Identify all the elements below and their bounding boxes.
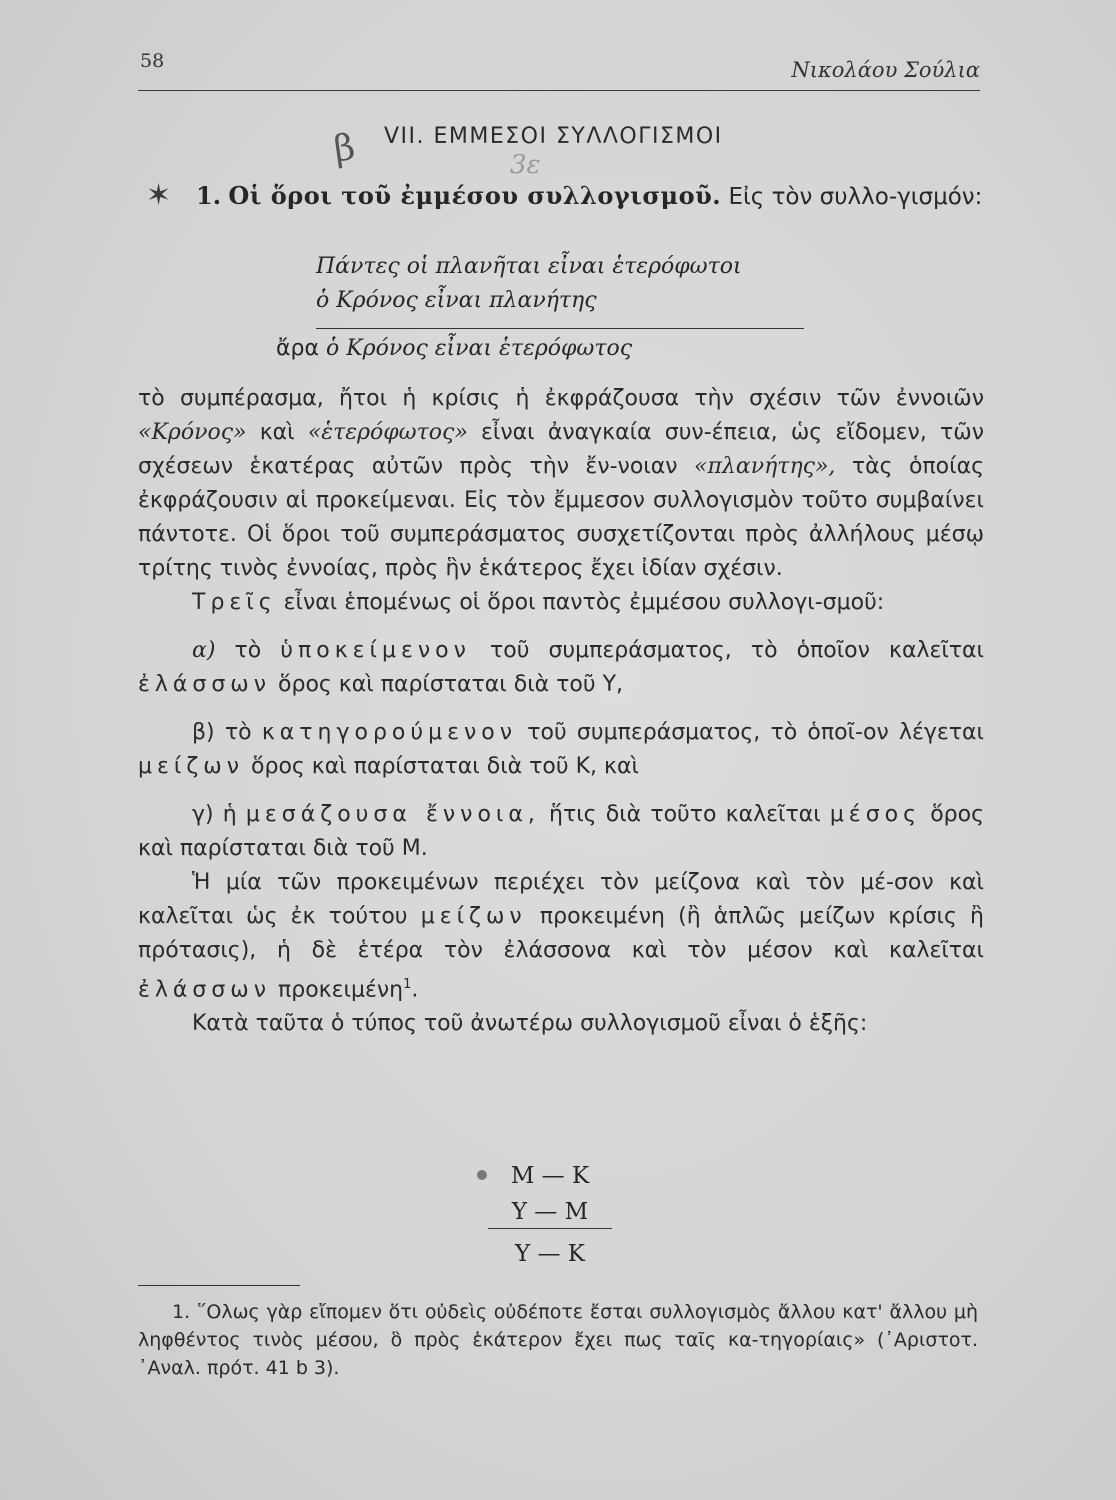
term-heterophotos: «ἑτερόφωτος» <box>307 420 468 445</box>
handwritten-mark: β <box>331 126 358 171</box>
spaced-word: μέσος <box>829 802 922 827</box>
text-run: . <box>411 977 419 1003</box>
page-number: 58 <box>140 50 165 72</box>
text-run: τοῦ συμπεράσματος, τὸ ὁποῖ-ον λέγεται <box>527 720 984 745</box>
spaced-word: μείζων <box>138 754 245 779</box>
paragraph-3 <box>138 866 984 1007</box>
spaced-word: κατηγορούμενον <box>261 720 518 745</box>
paragraph-1 <box>138 382 984 586</box>
text-run: ἡ <box>222 802 237 827</box>
minor-premise: ὁ Κρόνος εἶναι πλανήτης <box>316 288 597 313</box>
syllogism-formula <box>490 1158 610 1272</box>
term-planetes: «πλανήτης», <box>694 454 836 479</box>
item-label: α) <box>192 638 216 663</box>
body-text <box>138 382 984 1041</box>
text-run: ὅρος καὶ παρίσταται διὰ τοῦ Υ, <box>278 672 624 697</box>
text-run: τὰς ὁποίας ἐκφράζουσιν αἱ προκείμεναι. Εἰς τὸν ἔμμεσον συλλογισμὸν τοῦτο συμβαίνει πάντοτε. Οἱ ὅροι τοῦ συμπεράσματος συσχετίζονται πρὸς ἀλλήλους μέσῳ τρίτης τινὸς ἐννοίας, πρὸς ἣν ἑκάτερος ἔχει ἰδίαν σχέσιν. <box>138 454 984 581</box>
text-run: καὶ <box>259 420 295 445</box>
text-run: τὸ <box>234 638 262 663</box>
text-run: τὸ συμπέρασμα, ἤτοι ἡ κρίσις ἡ ἐκφράζουσα τὴν σχέσιν τῶν ἐννοιῶν <box>138 386 984 411</box>
syllogism-rule <box>316 328 804 329</box>
term-kronos: «Κρόνος» <box>138 420 247 445</box>
formula-major: Μ — Κ <box>510 1163 590 1189</box>
footnote-text: 1. ῞Ολως γὰρ εἴπομεν ὅτι οὐδεὶς οὐδέποτε ἔσται συλλογισμὸς ἄλλου κατ' ἄλλου μὴ ληφθέντος τινὸς μέσου, ὃ πρὸς ἑκάτερον ἔχει πως ταῖς κα-τηγορίαις» (᾿Αριστοτ. ᾿Αναλ. πρότ. 41 b 3). <box>138 1301 978 1379</box>
text-run: τοῦ συμπεράσματος, τὸ ὁποῖον καλεῖται <box>489 638 984 663</box>
conclusion-word: ἄρα <box>276 336 319 361</box>
paragraph-4 <box>138 1007 984 1041</box>
formula-rule <box>488 1228 612 1229</box>
formula-conclusion: Υ — Κ <box>515 1241 585 1267</box>
page-header <box>138 46 980 91</box>
term-item-c <box>138 798 984 866</box>
footnote-rule <box>138 1285 300 1286</box>
section-intro: Εἰς τὸν συλλο-γισμόν: <box>728 184 983 210</box>
term-item-b <box>138 716 984 784</box>
formula-minor: Υ — Μ <box>511 1199 589 1225</box>
text-run: προκειμένη <box>278 977 404 1003</box>
term-item-a <box>138 634 984 702</box>
spaced-word: ἐλάσσων <box>138 672 272 697</box>
pencil-note: 3ε <box>510 150 541 180</box>
section-heading <box>138 180 988 213</box>
footnote <box>138 1298 978 1382</box>
syllogism-conclusion <box>276 336 632 361</box>
running-head: Νικολάου Σούλια <box>791 58 980 82</box>
section-number: 1. <box>196 181 222 210</box>
syllogism-example <box>316 250 816 318</box>
text-run: ὅρος καὶ παρίσταται διὰ τοῦ Κ, καὶ <box>251 754 639 779</box>
spaced-word: ὑποκείμενον <box>280 638 471 663</box>
spaced-word: ἐλάσσων <box>138 977 272 1003</box>
footnote-ref: 1 <box>403 977 412 992</box>
paragraph-2 <box>138 586 984 620</box>
section-title: Οἱ ὅροι τοῦ ἐμμέσου συλλογισμοῦ. <box>228 181 722 210</box>
conclusion-text: ὁ Κρόνος εἶναι ἑτερόφωτος <box>325 336 633 361</box>
chapter-title: VII. ΕΜΜΕΣΟΙ ΣΥΛΛΟΓΙΣΜΟΙ <box>384 124 723 149</box>
text-run: Κατὰ ταῦτα ὁ τύπος τοῦ ἀνωτέρω συλλογισμοῦ εἶναι ὁ ἑξῆς: <box>192 1011 868 1037</box>
text-run: εἶναι ἑπομένως οἱ ὅροι παντὸς ἐμμέσου συλλογι-σμοῦ: <box>283 590 885 615</box>
text-run: εἶναι ἀναγκαία συν-έπεια, ὡς εἴδομεν, τῶν σχέσεων ἑκατέρας αὐτῶν πρὸς τὴν ἔν-νοιαν <box>138 420 984 479</box>
spaced-word: Τρεῖς <box>192 590 277 615</box>
spaced-word: μείζων <box>420 904 527 929</box>
spaced-word: μεσάζουσα ἔννοια, <box>245 802 540 827</box>
text-run: ἥτις διὰ τοῦτο καλεῖται <box>549 802 821 827</box>
item-label: β) <box>192 720 215 745</box>
text-run: Ἡ μία τῶν προκειμένων περιέχει τὸν μείζονα καὶ τὸν μέ-σον καὶ καλεῖται ὡς ἐκ τούτου <box>138 870 984 929</box>
text-run: προκειμένη (ἢ ἁπλῶς μείζων κρίσις ἢ πρότασις), ἡ δὲ ἑτέρα τὸν ἐλάσσονα καὶ τὸν μέσον καὶ καλεῖται <box>138 904 984 963</box>
major-premise: Πάντες οἱ πλανῆται εἶναι ἑτερόφωτοι <box>316 254 742 279</box>
ink-dot <box>477 1170 487 1180</box>
star-mark-icon: ✶ <box>146 178 172 213</box>
text-run: τὸ <box>224 720 252 745</box>
text-run: ὅρος καὶ παρίσταται διὰ τοῦ Μ. <box>138 802 984 861</box>
item-label: γ) <box>192 802 214 827</box>
